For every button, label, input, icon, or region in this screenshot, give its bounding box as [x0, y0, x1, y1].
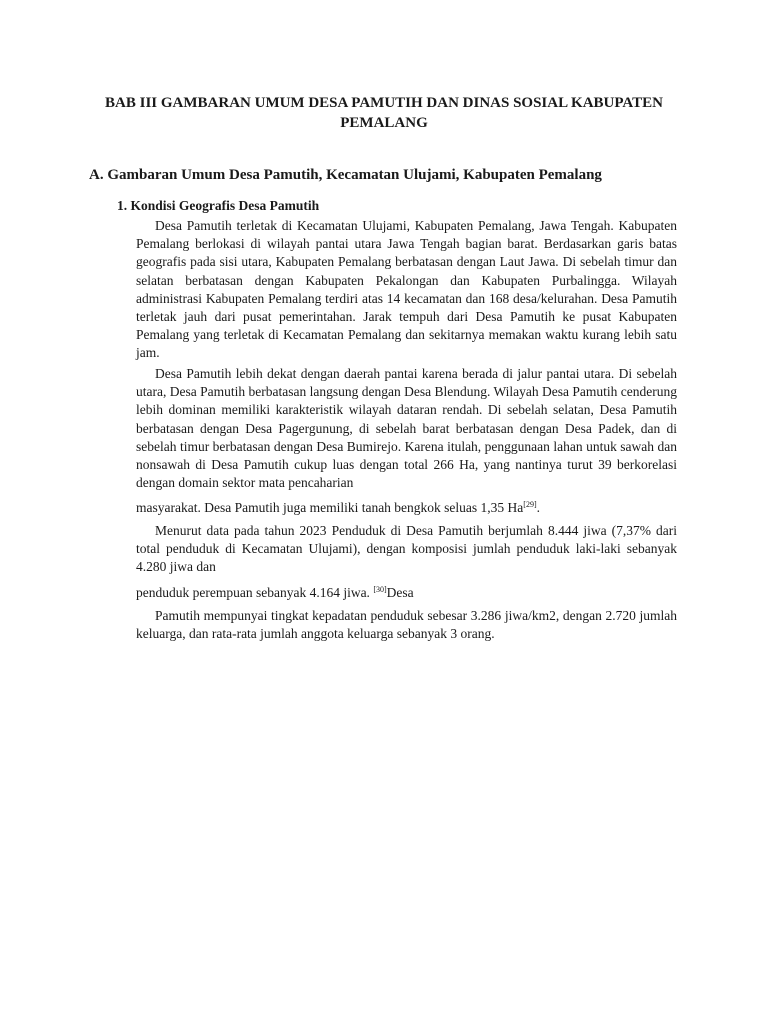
paragraph-village-land: [136, 499, 677, 517]
paragraph-population-density: Pamutih mempunyai tingkat kepadatan penduduk sebesar 3.286 jiwa/km2, dengan 2.720 jumlah keluarga, dan rata-rata jumlah anggota keluarga sebanyak 3 orang.: [136, 608, 677, 642]
paragraph-village-borders: Desa Pamutih lebih dekat dengan daerah pantai karena berada di jalur pantai utara. Di sebelah utara, Desa Pamutih berbatasan langsung dengan Desa Blendung. Wilayah Desa Pamutih cenderung lebih dominan memiliki karakteristik wilayah dataran rendah. Di sebelah selatan, Desa Pamutih berbatasan dengan Desa Pagergunung, di sebelah barat berbatasan dengan Desa Padek, dan di sebelah timur berbatasan dengan Desa Bumirejo. Karena itulah, penggunaan lahan untuk sawah dan nonsawah di Desa Pamutih cukup luas dengan total 266 Ha, yang nantinya turut 39 berkorelasi dengan domain sektor mata pencaharian: [136, 366, 677, 491]
section-heading: A. Gambaran Umum Desa Pamutih, Kecamatan Ulujami, Kabupaten Pemalang: [89, 167, 602, 183]
paragraph-population-female: [136, 584, 677, 602]
paragraph-population: Menurut data pada tahun 2023 Penduduk di Desa Pamutih berjumlah 8.444 jiwa (7,37% dari total penduduk di Kecamatan Ulujami), dengan komposisi jumlah penduduk laki-laki sebanyak 4.280 jiwa dan: [136, 523, 677, 575]
paragraph-geographic-location: Desa Pamutih terletak di Kecamatan Ulujami, Kabupaten Pemalang, Jawa Tengah. Kabupaten Pemalang berlokasi di wilayah pantai utara Jawa Tengah bagian barat. Berdasarkan garis batas geografis pada sisi utara, Kabupaten Pemalang berbatasan dengan Laut Jawa. Di sebelah timur dan selatan berbatasan dengan Kabupaten Pekalongan dan Kabupaten Purbalingga. Wilayah administrasi Kabupaten Pemalang terdiri atas 14 kecamatan dan 168 desa/kelurahan. Desa Pamutih terletak jauh dari pusat pemerintahan. Jarak tempuh dari Desa Pamutih ke pusat Kabupaten Pemalang yang terletak di Kecamatan Pemalang dan sekitarnya memakan waktu kurang lebih satu jam.: [136, 218, 677, 361]
paragraph-population-female-end: Desa: [386, 585, 414, 600]
footnote-marker-29: [29]: [523, 500, 537, 509]
chapter-title: BAB III GAMBARAN UMUM DESA PAMUTIH DAN DINAS SOSIAL KABUPATEN PEMALANG: [105, 95, 663, 131]
paragraph-population-female-text: penduduk perempuan sebanyak 4.164 jiwa.: [136, 585, 374, 600]
paragraph-village-land-text: masyarakat. Desa Pamutih juga memiliki tanah bengkok seluas 1,35 Ha: [136, 500, 524, 515]
footnote-marker-30: [30]: [373, 585, 387, 594]
subsection-heading: 1. Kondisi Geografis Desa Pamutih: [117, 198, 320, 213]
paragraph-village-land-end: .: [536, 500, 540, 515]
